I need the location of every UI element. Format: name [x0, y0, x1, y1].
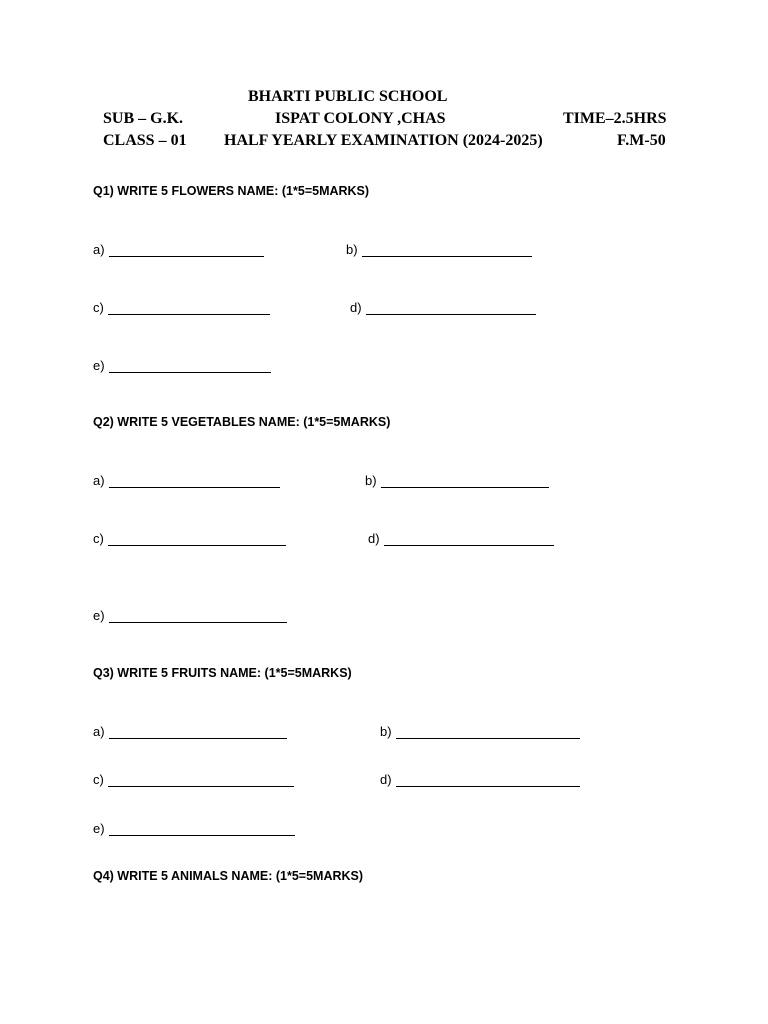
answer-blank[interactable] [109, 475, 280, 488]
question-1-title: Q1) WRITE 5 FLOWERS NAME: (1*5=5MARKS) [93, 184, 370, 198]
answer-blank[interactable] [109, 360, 271, 373]
q3-answer-e [93, 821, 295, 836]
class-label: CLASS – 01 [103, 132, 187, 149]
answer-blank[interactable] [108, 302, 270, 315]
answer-label: a) [93, 473, 105, 488]
answer-label: e) [93, 821, 105, 836]
q2-answer-c [93, 531, 286, 546]
answer-blank[interactable] [109, 823, 295, 836]
answer-label: c) [93, 531, 104, 546]
question-4-title: Q4) WRITE 5 ANIMALS NAME: (1*5=5MARKS) [93, 869, 364, 883]
answer-blank[interactable] [108, 533, 286, 546]
answer-label: d) [380, 772, 392, 787]
q3-answer-d [380, 772, 580, 787]
q3-answer-a [93, 724, 287, 739]
question-3-title: Q3) WRITE 5 FRUITS NAME: (1*5=5MARKS) [93, 666, 352, 680]
school-location: ISPAT COLONY ,CHAS [275, 110, 446, 127]
q1-answer-e [93, 358, 271, 373]
answer-blank[interactable] [109, 726, 287, 739]
answer-label: b) [380, 724, 392, 739]
subject: SUB – G.K. [103, 110, 184, 127]
answer-label: b) [365, 473, 377, 488]
q2-answer-b [365, 473, 549, 488]
question-2-title: Q2) WRITE 5 VEGETABLES NAME: (1*5=5MARKS) [93, 415, 391, 429]
answer-label: d) [350, 300, 362, 315]
answer-label: e) [93, 358, 105, 373]
answer-blank[interactable] [108, 774, 294, 787]
q1-answer-a [93, 242, 264, 257]
answer-blank[interactable] [109, 610, 287, 623]
answer-label: c) [93, 772, 104, 787]
answer-blank[interactable] [396, 726, 580, 739]
q1-answer-d [350, 300, 536, 315]
q1-answer-b [346, 242, 532, 257]
answer-blank[interactable] [396, 774, 580, 787]
answer-label: c) [93, 300, 104, 315]
q1-answer-c [93, 300, 270, 315]
q2-answer-d [368, 531, 554, 546]
q2-answer-a [93, 473, 280, 488]
answer-blank[interactable] [109, 244, 264, 257]
full-marks: F.M-50 [617, 132, 666, 149]
answer-label: a) [93, 242, 105, 257]
answer-blank[interactable] [366, 302, 536, 315]
answer-blank[interactable] [384, 533, 554, 546]
answer-blank[interactable] [362, 244, 532, 257]
q3-answer-b [380, 724, 580, 739]
answer-label: b) [346, 242, 358, 257]
answer-blank[interactable] [381, 475, 549, 488]
answer-label: e) [93, 608, 105, 623]
exam-title: HALF YEARLY EXAMINATION (2024-2025) [224, 132, 543, 149]
exam-duration: TIME–2.5HRS [563, 110, 667, 127]
answer-label: d) [368, 531, 380, 546]
answer-label: a) [93, 724, 105, 739]
q3-answer-c [93, 772, 294, 787]
q2-answer-e [93, 608, 287, 623]
school-name: BHARTI PUBLIC SCHOOL [248, 88, 448, 105]
